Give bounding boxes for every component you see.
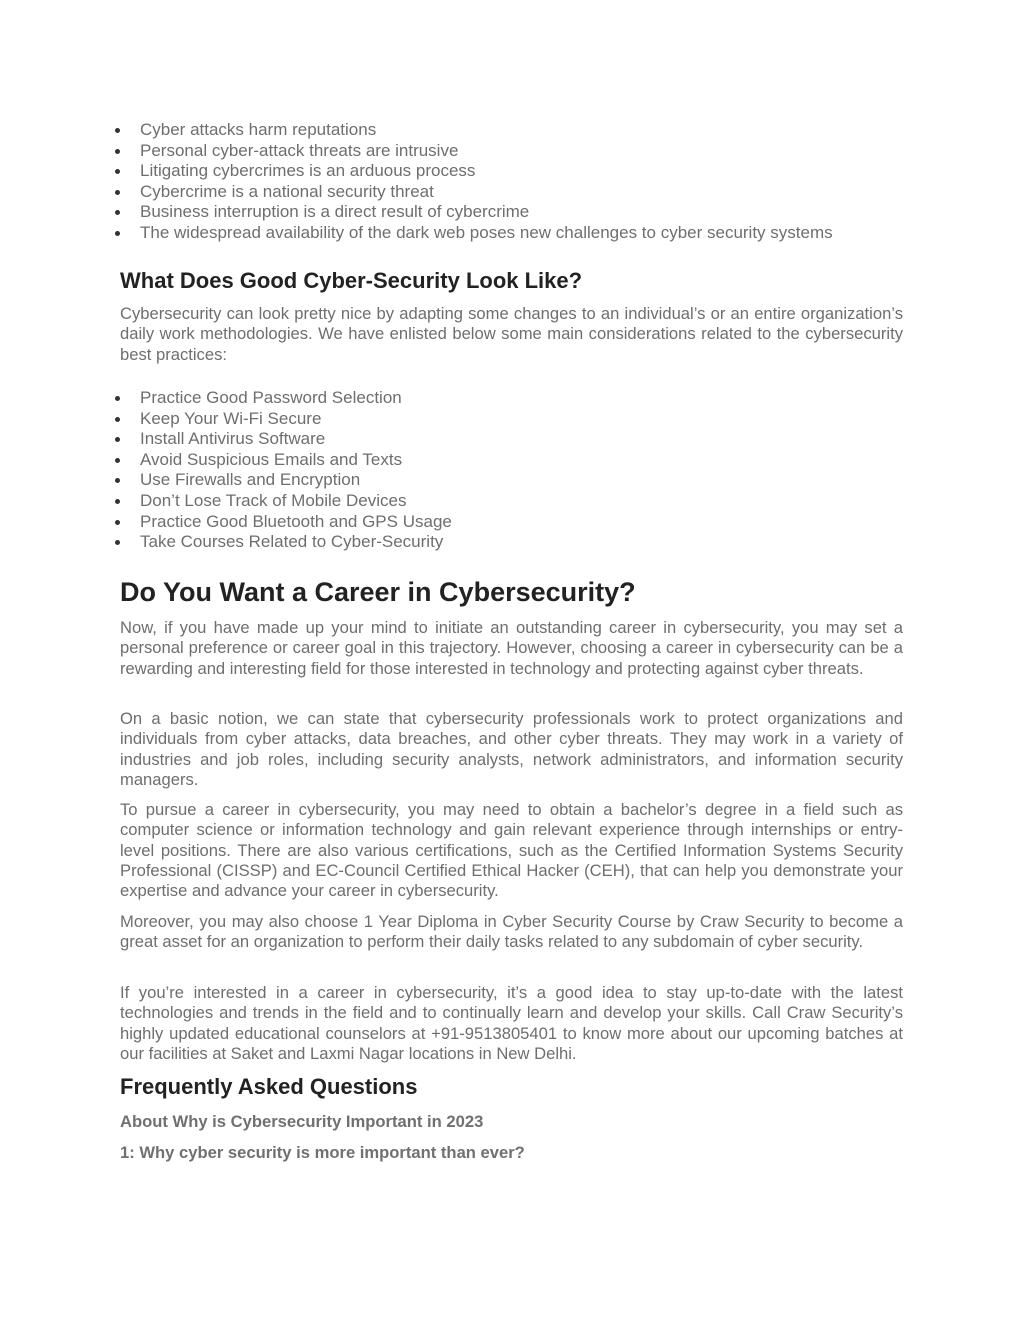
- list-item: Practice Good Bluetooth and GPS Usage: [120, 512, 910, 533]
- list-item: Litigating cybercrimes is an arduous process: [120, 161, 910, 182]
- faq-question: 1: Why cyber security is more important than ever?: [120, 1143, 525, 1162]
- bullet-icon: [115, 458, 120, 463]
- list-item: Business interruption is a direct result of cybercrime: [120, 202, 910, 223]
- list-item: The widespread availability of the dark web poses new challenges to cyber security systems: [120, 223, 910, 244]
- list-item: Take Courses Related to Cyber-Security: [120, 532, 910, 553]
- bullet-icon: [115, 128, 120, 133]
- paragraph: Cybersecurity can look pretty nice by adapting some changes to an individual’s or an entire organization’s daily work methodologies. We have enlisted below some main considerations related to the cybersecurity best practices:: [120, 304, 903, 364]
- paragraph: Moreover, you may also choose 1 Year Diploma in Cyber Security Course by Craw Security to become a great asset for an organization to perform their daily tasks related to any subdomain of cyber security.: [120, 912, 903, 952]
- list-item: Personal cyber-attack threats are intrusive: [120, 141, 910, 162]
- section-heading-good-cybersecurity: What Does Good Cyber-Security Look Like?: [120, 268, 583, 293]
- bullet-icon: [115, 540, 120, 545]
- list-item: Cyber attacks harm reputations: [120, 120, 910, 141]
- list-item: Practice Good Password Selection: [120, 388, 910, 409]
- list-item: Keep Your Wi-Fi Secure: [120, 409, 910, 430]
- paragraph: Now, if you have made up your mind to initiate an outstanding career in cybersecurity, you may set a personal preference or career goal in this trajectory. However, choosing a career in cybersecurity can be a rewarding and interesting field for those interested in technology and protecting against cyber threats.: [120, 618, 903, 678]
- list-item: Cybercrime is a national security threat: [120, 182, 910, 203]
- bullet-icon: [115, 520, 120, 525]
- bullet-icon: [115, 210, 120, 215]
- best-practices-list: [120, 388, 910, 553]
- bullet-icon: [115, 149, 120, 154]
- bullet-icon: [115, 437, 120, 442]
- bullet-icon: [115, 169, 120, 174]
- bullet-icon: [115, 478, 120, 483]
- paragraph: On a basic notion, we can state that cybersecurity professionals work to protect organizations and individuals from cyber attacks, data breaches, and other cyber threats. They may work in a variety of industries and job roles, including security analysts, network administrators, and information security managers.: [120, 709, 903, 789]
- paragraph: If you’re interested in a career in cybersecurity, it’s a good idea to stay up-to-date with the latest technologies and trends in the field and to continually learn and develop your skills. Call Craw Security’s highly updated educational counselors at +91-9513805401 to know more about our upcoming batches at our facilities at Saket and Laxmi Nagar locations in New Delhi.: [120, 983, 903, 1063]
- bullet-icon: [115, 396, 120, 401]
- faq-subheading: About Why is Cybersecurity Important in 2023: [120, 1112, 484, 1131]
- threats-list: [120, 120, 910, 244]
- bullet-icon: [115, 190, 120, 195]
- bullet-icon: [115, 231, 120, 236]
- paragraph: To pursue a career in cybersecurity, you may need to obtain a bachelor’s degree in a field such as computer science or information technology and gain relevant experience through internships or entry-level positions. There are also various certifications, such as the Certified Information Systems Security Professional (CISSP) and EC-Council Certified Ethical Hacker (CEH), that can help you demonstrate your expertise and advance your career in cybersecurity.: [120, 800, 903, 901]
- list-item: Don’t Lose Track of Mobile Devices: [120, 491, 910, 512]
- bullet-icon: [115, 417, 120, 422]
- list-item: Avoid Suspicious Emails and Texts: [120, 450, 910, 471]
- section-heading-faq: Frequently Asked Questions: [120, 1074, 418, 1099]
- list-item: Install Antivirus Software: [120, 429, 910, 450]
- section-heading-career: Do You Want a Career in Cybersecurity?: [120, 577, 636, 607]
- bullet-icon: [115, 499, 120, 504]
- list-item: Use Firewalls and Encryption: [120, 470, 910, 491]
